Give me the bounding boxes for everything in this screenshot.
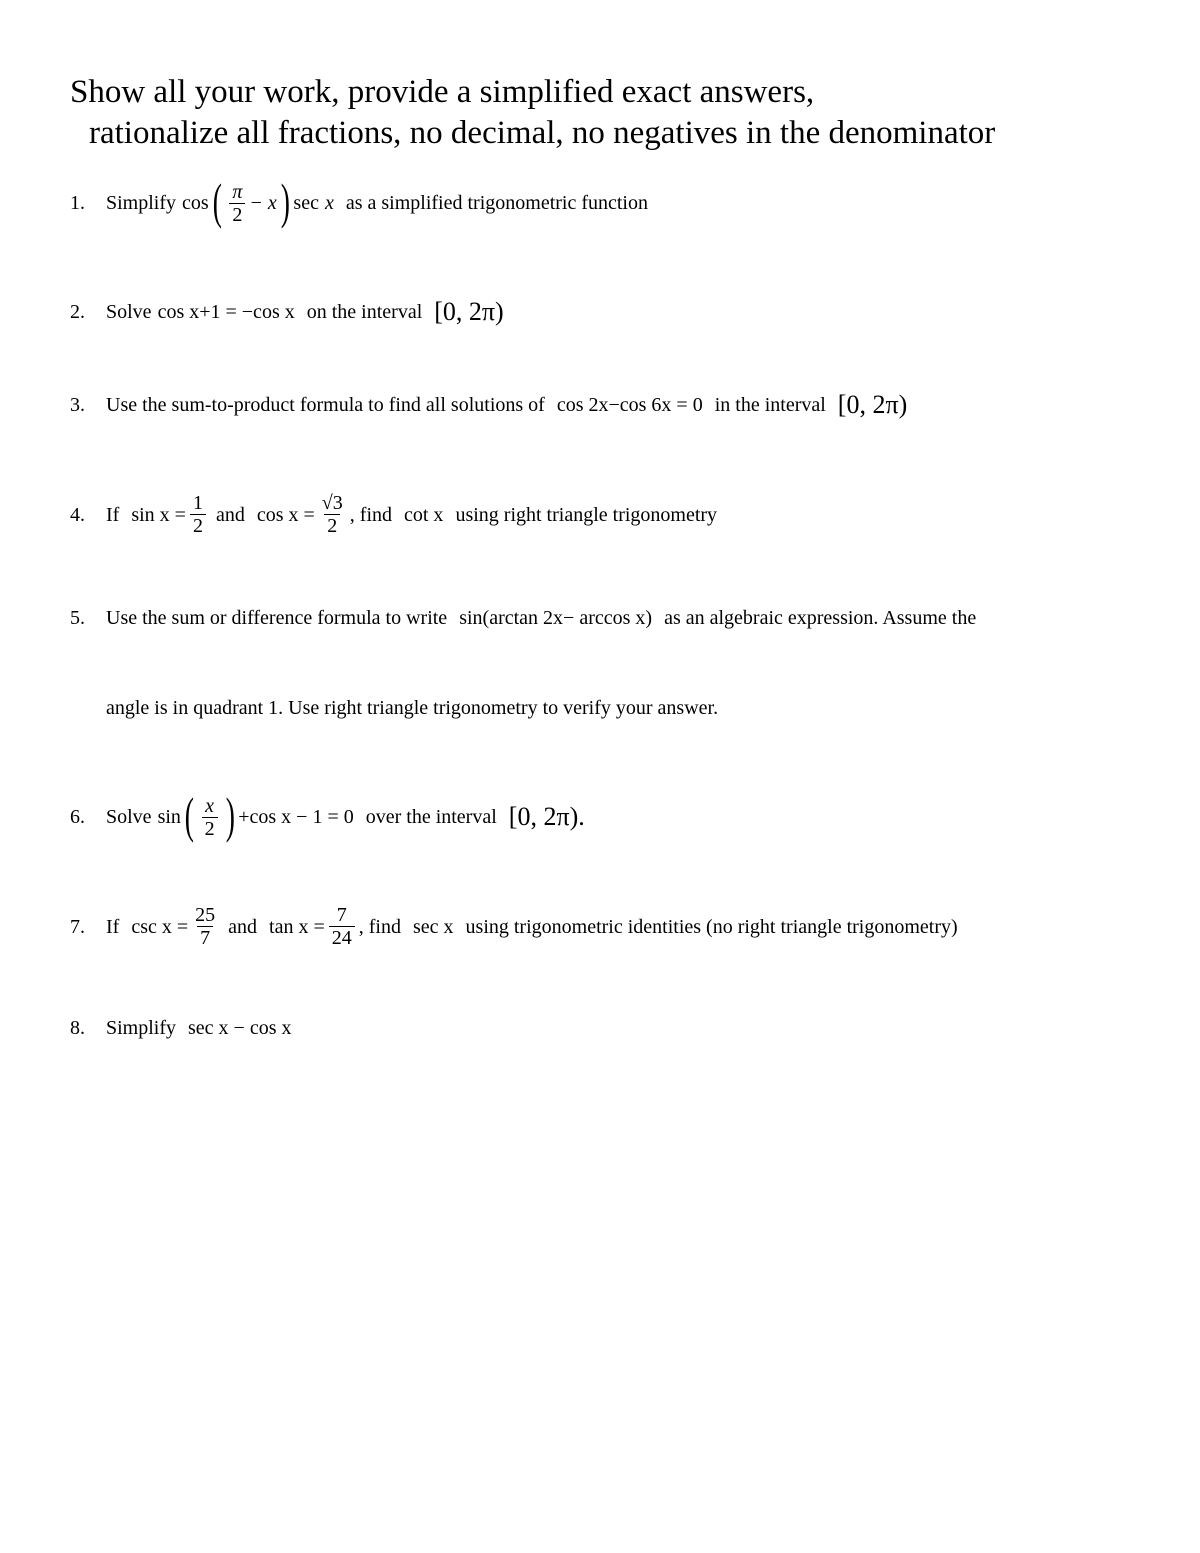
question-text-2: , find (349, 503, 392, 526)
interval: [0, 2π). (508, 802, 585, 831)
denominator: 2 (324, 514, 340, 537)
cot-x: cot x (404, 503, 444, 526)
fraction-pi-over-2 (229, 181, 245, 226)
sin-function: sin (157, 806, 181, 828)
left-paren: ( (184, 787, 194, 843)
sqrt-symbol: √ (321, 492, 333, 514)
fraction-x-over-2 (202, 795, 218, 840)
numerator: π (232, 180, 243, 203)
question-text: Use the sum or difference formula to write (106, 607, 448, 629)
question-text-3: using right triangle trigonometry (455, 503, 718, 526)
equation-rest: +cos x − 1 = 0 (238, 806, 354, 828)
instructions (70, 72, 995, 154)
radicand: 3 (332, 492, 343, 514)
question-number: 2. (70, 301, 85, 323)
question-1 (70, 173, 648, 229)
question-text-2: on the interval (306, 301, 423, 323)
question-number: 4. (70, 503, 85, 526)
question-8 (70, 1016, 292, 1040)
and-text: and (228, 915, 258, 938)
instructions-line-1: Show all your work, provide a simplified exact answers, (70, 74, 815, 110)
denominator: 24 (329, 926, 355, 949)
minus-x: − x (249, 192, 277, 214)
question-7 (70, 904, 958, 949)
instructions-line-2: rationalize all fractions, no decimal, no negatives in the denominator (89, 115, 996, 151)
question-text-2: as a simplified trigonometric function (345, 192, 648, 214)
question-text: If (106, 915, 120, 938)
denominator: 2 (190, 514, 206, 537)
question-text-2: as an algebraic expression. Assume the (664, 607, 977, 629)
question-text: Simplify (106, 192, 177, 214)
sin-lhs: sin x = (131, 503, 186, 526)
denominator: 2 (229, 203, 245, 226)
left-paren: ( (212, 173, 222, 229)
sec-x: sec x (412, 915, 454, 938)
question-text-2: over the interval (365, 806, 497, 828)
right-paren: ) (280, 173, 290, 229)
variable-x: x (324, 192, 334, 214)
question-text: Simplify (106, 1017, 177, 1039)
numerator: 25 (195, 904, 216, 926)
numerator: 1 (192, 492, 203, 514)
fraction-7-over-24 (329, 904, 355, 949)
question-text: If (106, 503, 120, 526)
question-5-continued: angle is in quadrant 1. Use right triangle trigonometry to verify your answer. (106, 697, 719, 719)
question-6 (70, 787, 585, 843)
question-text-3: using trigonometric identities (no right triangle trigonometry) (465, 915, 958, 938)
question-number: 8. (70, 1017, 85, 1039)
question-3 (70, 390, 908, 419)
question-2 (70, 297, 504, 326)
question-text: Solve (106, 301, 152, 323)
question-number: 7. (70, 915, 85, 938)
tan-lhs: tan x = (269, 915, 325, 938)
fraction-25-over-7 (192, 904, 218, 949)
right-paren: ) (225, 787, 235, 843)
equation: cos 2x−cos 6x = 0 (556, 394, 703, 416)
sec-function: sec (293, 192, 319, 214)
csc-lhs: csc x = (131, 915, 189, 938)
fraction-one-half (190, 492, 206, 537)
question-4 (70, 492, 717, 537)
numerator: x (205, 794, 214, 817)
equation: cos x+1 = −cos x (157, 301, 295, 323)
question-text-2: in the interval (714, 394, 826, 416)
question-5 (70, 606, 976, 630)
interval: [0, 2π) (837, 390, 908, 419)
fraction-sqrt3-over-2 (319, 492, 346, 537)
denominator: 2 (202, 817, 218, 840)
cos-lhs: cos x = (256, 503, 315, 526)
question-number: 5. (70, 607, 85, 629)
numerator (319, 492, 346, 514)
numerator: 7 (336, 904, 347, 926)
question-number: 3. (70, 394, 85, 416)
expression: sec x − cos x (188, 1017, 292, 1039)
question-text-2: , find (358, 915, 401, 938)
cos-function: cos (182, 192, 209, 214)
question-number: 6. (70, 806, 85, 828)
expression: sin(arctan 2x− arccos x) (459, 607, 653, 629)
question-number: 1. (70, 192, 85, 214)
interval: [0, 2π) (434, 297, 504, 326)
question-text: Use the sum-to-product formula to find all solutions of (106, 394, 545, 416)
and-text: and (215, 503, 245, 526)
denominator: 7 (197, 926, 213, 949)
question-text: Solve (106, 806, 152, 828)
